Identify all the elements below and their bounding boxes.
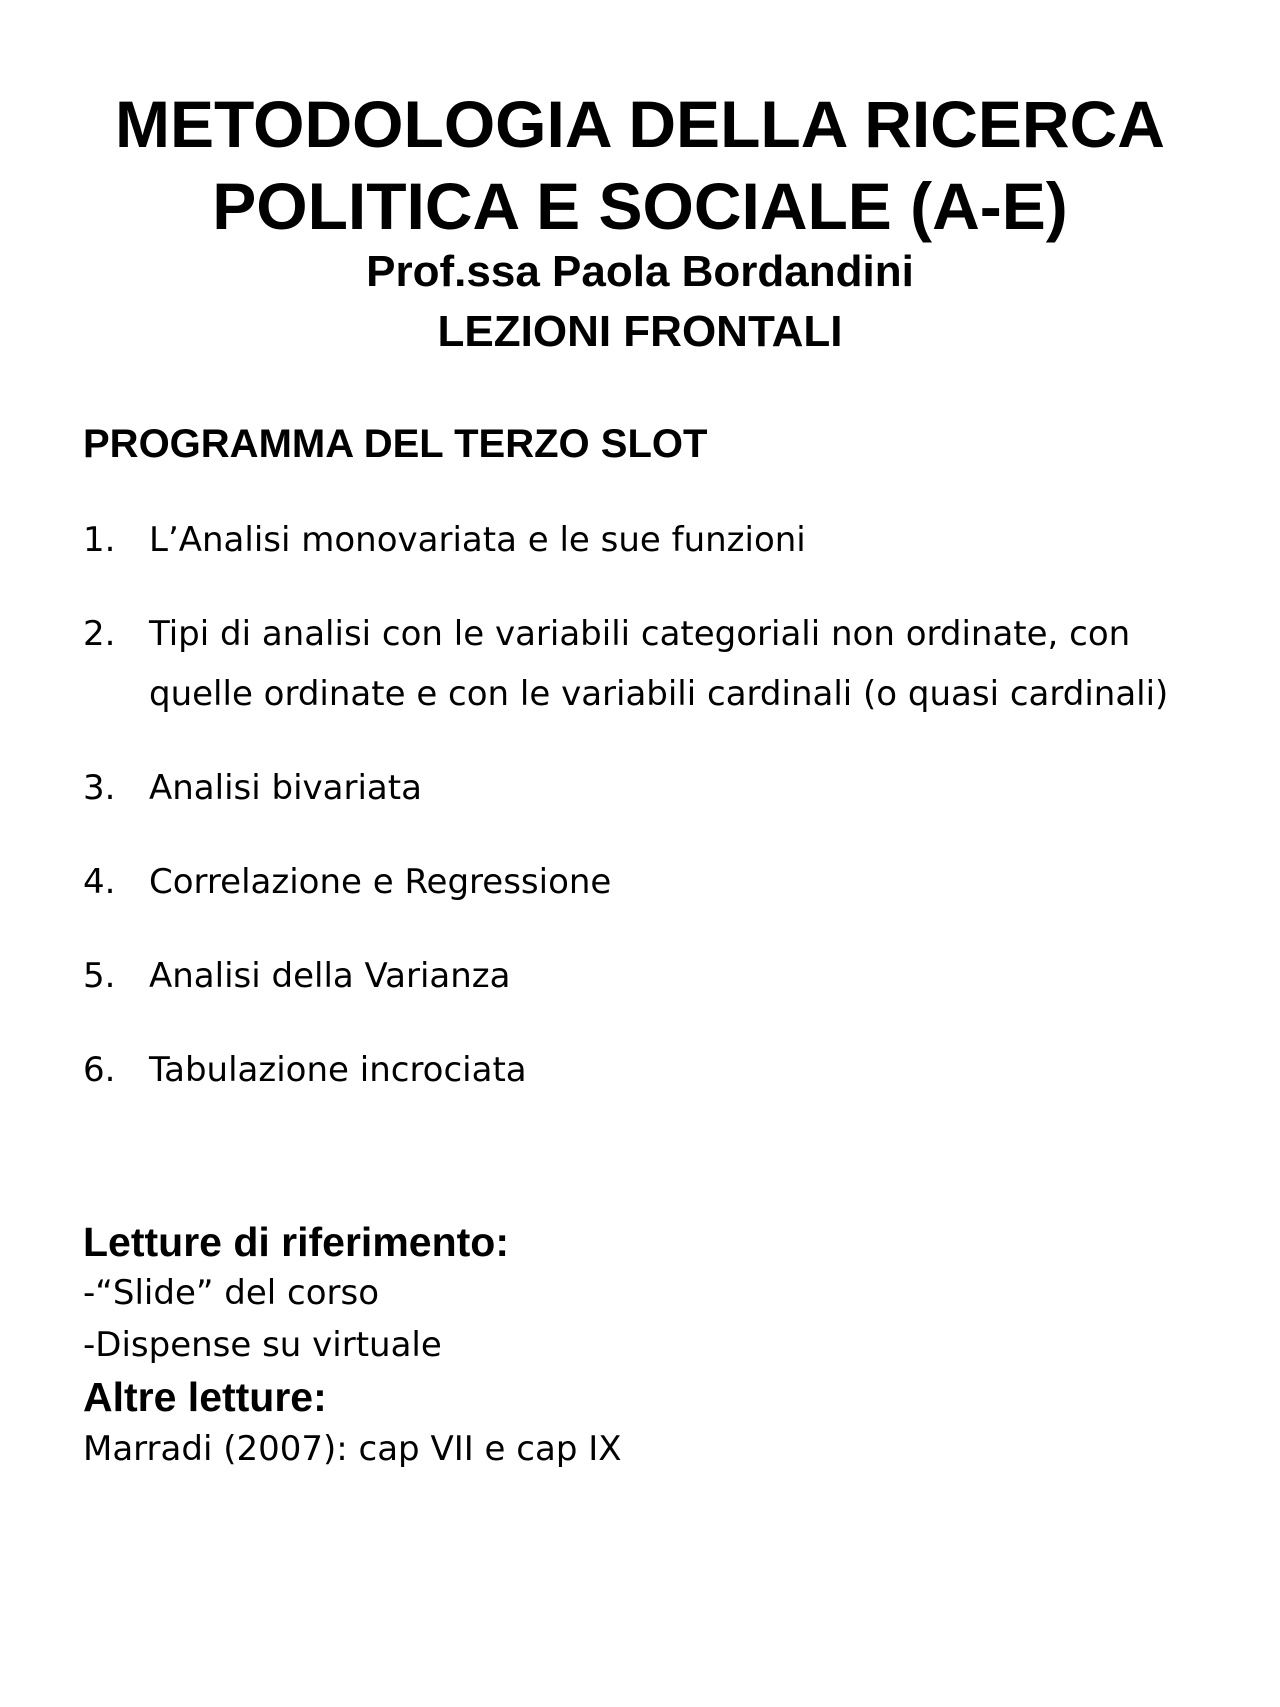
list-item-text: L’Analisi monovariata e le sue funzioni: [149, 520, 806, 560]
list-item-text: Correlazione e Regressione: [149, 862, 612, 902]
reading-item: -Dispense su virtuale: [83, 1325, 442, 1365]
program-heading: PROGRAMMA DEL TERZO SLOT: [83, 422, 708, 466]
list-item: [83, 758, 1233, 818]
document-title-line-2: POLITICA E SOCIALE (A-E): [212, 169, 1068, 243]
other-reading-item: Marradi (2007): cap VII e cap IX: [83, 1429, 622, 1469]
list-item-number: 5.: [83, 956, 116, 996]
list-item-number: 6.: [83, 1050, 116, 1090]
document-subtitle: LEZIONI FRONTALI: [437, 307, 843, 356]
list-item-text: Tabulazione incrociata: [149, 1050, 527, 1090]
list-item-number: 3.: [83, 768, 116, 808]
list-item: [83, 1040, 1233, 1100]
list-item-number: 4.: [83, 862, 116, 902]
list-item-number: 1.: [83, 520, 116, 560]
list-item: [83, 510, 1233, 570]
readings-heading: Letture di riferimento:: [83, 1219, 509, 1265]
document-title-line-1: METODOLOGIA DELLA RICERCA: [115, 87, 1165, 161]
other-readings-heading: Altre letture:: [83, 1374, 327, 1420]
list-item: [83, 946, 1233, 1006]
professor-name: Prof.ssa Paola Bordandini: [366, 247, 914, 296]
list-item: [83, 604, 1233, 724]
list-item-text: Analisi bivariata: [149, 768, 422, 808]
list-item-number: 2.: [83, 614, 116, 654]
reading-item: -“Slide” del corso: [83, 1273, 380, 1313]
list-item-text: Tipi di analisi con le variabili categoriali non ordinate, con quelle ordinate e con le variabili cardinali (o quasi cardinali): [149, 614, 1169, 714]
list-item-text: Analisi della Varianza: [149, 956, 511, 996]
list-item: [83, 852, 1233, 912]
